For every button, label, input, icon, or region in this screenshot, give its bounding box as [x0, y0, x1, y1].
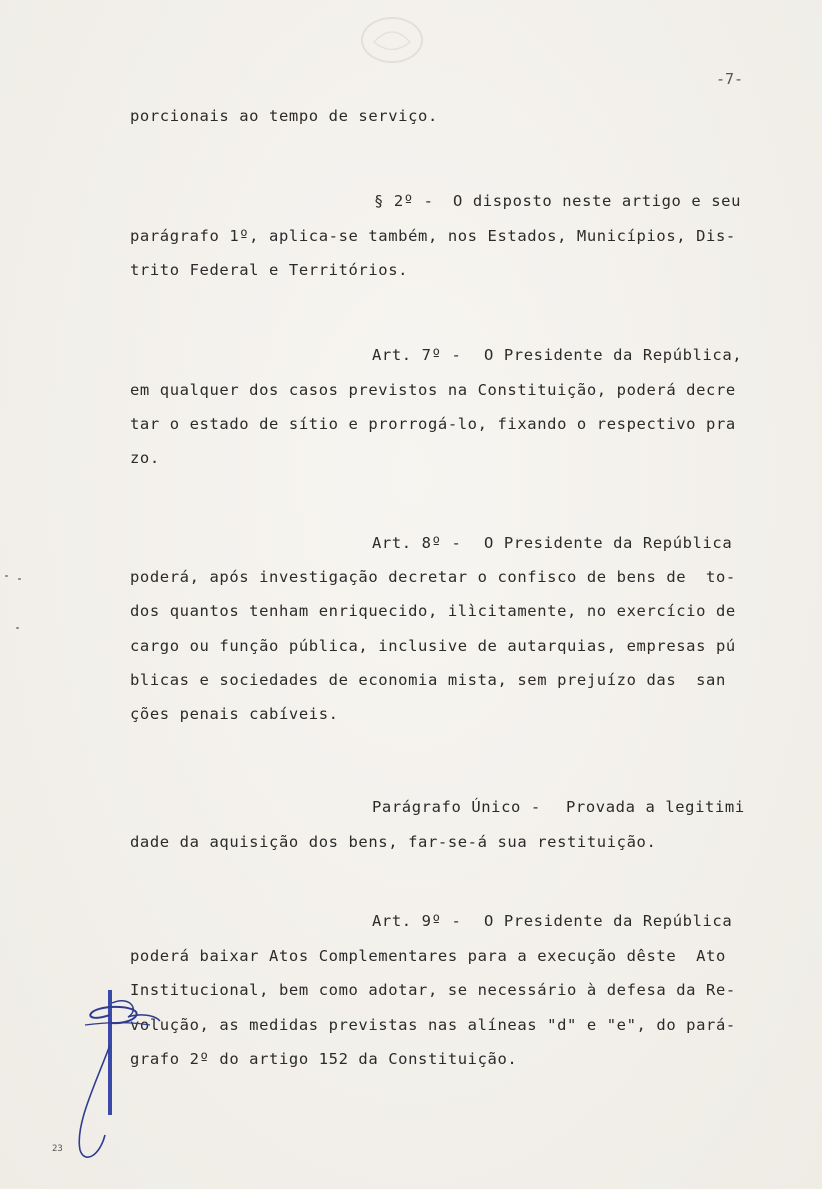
continuation-line: porcionais ao tempo de serviço.	[130, 107, 438, 125]
art-9-line: Institucional, bem como adotar, se necessário à defesa da Re-	[130, 981, 736, 999]
paragrafo-unico-line: dade da aquisição dos bens, far-se-á sua restituição.	[130, 833, 657, 851]
paragraph-2-heading: § 2º -	[374, 192, 434, 210]
art-8-heading: Art. 8º -	[372, 534, 462, 552]
art-8-line: dos quantos tenham enriquecido, ilìcitamente, no exercício de	[130, 602, 736, 620]
art-8-line: ções penais cabíveis.	[130, 705, 339, 723]
paper-speck	[16, 627, 19, 629]
paragraph-2-line: trito Federal e Territórios.	[130, 261, 409, 279]
art-7-heading: Art. 7º -	[372, 346, 462, 364]
art-7-line: zo.	[130, 449, 160, 467]
art-9-line: O Presidente da República	[484, 912, 733, 930]
paragrafo-unico-heading: Parágrafo Único -	[372, 798, 541, 816]
embossed-seal-icon	[352, 12, 432, 72]
art-8-line: blicas e sociedades de economia mista, sem prejuízo das san	[130, 671, 726, 689]
art-8-line: cargo ou função pública, inclusive de autarquias, empresas pú	[130, 637, 736, 655]
art-7-line: tar o estado de sítio e prorrogá-lo, fixando o respectivo pra	[130, 415, 736, 433]
page-number: -7-	[716, 70, 744, 88]
art-9-line: volução, as medidas previstas nas alíneas "d" e "e", do pará-	[130, 1016, 736, 1034]
paper-speck	[18, 578, 21, 580]
paragrafo-unico-line: Provada a legitimi	[566, 798, 745, 816]
art-7-line: O Presidente da República,	[484, 346, 743, 364]
handwritten-signature-icon	[40, 985, 200, 1175]
paper-speck	[5, 575, 8, 577]
art-8-line: O Presidente da República	[484, 534, 733, 552]
art-9-line: grafo 2º do artigo 152 da Constituição.	[130, 1050, 518, 1068]
margin-note: 23	[52, 1144, 63, 1154]
art-9-line: poderá baixar Atos Complementares para a execução dêste Ato	[130, 947, 726, 965]
art-7-line: em qualquer dos casos previstos na Constituição, poderá decre	[130, 381, 736, 399]
art-8-line: poderá, após investigação decretar o confisco de bens de to-	[130, 568, 736, 586]
paragraph-2-line: O disposto neste artigo e seu	[453, 192, 742, 210]
art-9-heading: Art. 9º -	[372, 912, 462, 930]
paragraph-2-line: parágrafo 1º, aplica-se também, nos Estados, Municípios, Dis-	[130, 227, 736, 245]
